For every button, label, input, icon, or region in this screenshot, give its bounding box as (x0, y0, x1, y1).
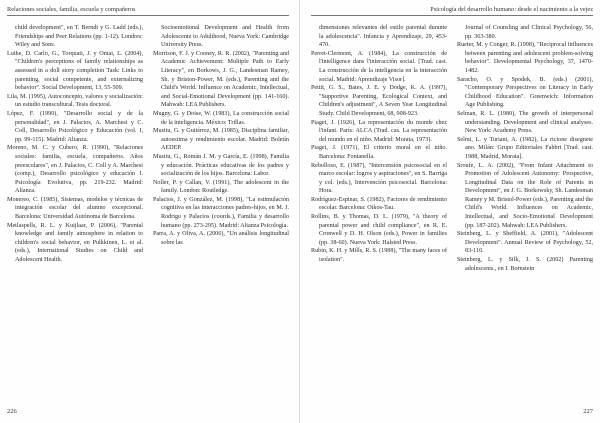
reference-entry: Lila, M. (1995), Autoconcepto, valores y socialización: un estudio transcultural. Tesis doctoral. (7, 93, 143, 109)
running-head-right: Psicología del desarrollo humano: desde el nacimiento a la vejez (430, 6, 593, 13)
left-column-1 (7, 24, 143, 265)
reference-entry: Piaget, J. (1926), La representación du monde chez l'infant. París: ALCA (Trad. cas. La representación del mundo en el niño. Madrid: Morata, 1973). (311, 119, 447, 143)
page-number-left: 226 (7, 408, 17, 415)
page-number-right: 227 (583, 408, 593, 415)
left-page-columns (7, 24, 289, 265)
right-page-columns (311, 24, 593, 273)
reference-entry: Palacios, J. y González, M. (1998), "La estimulación cognitiva en las interacciones padres-hijos, en M. J. Rodrigo y Palacios (coords.), Familia y desarrollo humano (pp. 273-295). Madrid: Alianza Psicología. (153, 196, 289, 229)
running-head-left: Relaciones sociales, familia, escuela y compañeros (7, 6, 136, 13)
left-column-2 (153, 24, 289, 265)
reference-entry: Parra, A. y Oliva, A. (2006), "Un análisis longitudinal sobre las (153, 231, 289, 246)
header-rule (311, 15, 593, 16)
reference-entry: Selman, R. L. (1980), The growth of interpersonal understanding. Development and clinical analyses. New York: Academy Press. (457, 110, 593, 135)
reference-entry: Morrison, F. J. y Cooney, R. R. (2002), "Parenting and Academic Achievement: Multiple Path to Early Literacy", en Borkows, J. G., Landesman Ramey, Sh. y Briston-Power, M. (eds.), Parenting and the Child's World. Influence on Academic, Intellectual, and Social-Emotional Development (pp. 141-160). Mahwah: LEA Publishers. (153, 50, 289, 109)
reference-entry: Musitu, G. y Gutiérrez, M. (1985), Disciplina familiar, autoestima y rendimiento escolar. Madrid: Boletín AEDEP. (153, 128, 289, 152)
reference-entry: Mugny, G. y Doise, W. (1983), La construcción social de la inteligencia. México: Trillas. (153, 110, 289, 126)
reference-entry: Metlaspells, R. L. y Kuijlaar, P. (2006), "Parental knowledge and family atmosphere in relation to children's social behavior, en Pulkkinen, L. et al. (eds.), International Studies on Child and Adolescent Health. (7, 222, 143, 264)
reference-entry: Steinberg, L. y Silk, J. S. (2002) Parenting adolescents., en I. Bornstein (457, 257, 593, 272)
reference-entry: Journal of Counsling and Clinical Psychology, 56, pp. 363-380. (465, 25, 593, 40)
reference-entry: Socioemotional Development and Health from Adolescente to Adulthood, Nueva York: Cambridge University Press. (161, 25, 289, 49)
reference-entry: child development", en T. Berndt y G. Ladd (eds.), Friendships and Peer Relations (pp. 1-12). Londres: Wiley and Sons. (15, 25, 143, 49)
reference-entry: Musitu, G., Román J. M. y García, E. (1998), Familia y educación. Prácticas educativas de los padres y socialización de los hijos. Barcelona: Labor. (153, 153, 289, 178)
reference-entry: Rubin, K. H. y Mills, R. S. (1988), "The many faces of isolation". (311, 248, 447, 264)
header-rule (7, 15, 289, 16)
right-page (300, 0, 600, 423)
reference-entry: Steinberg, L. y Sheffield, A. (2001), "Adolescent Development". Annual Review of Psychology, 52, 83-110. (457, 231, 593, 255)
reference-entry: Perret-Clermont, A. (1984), La construcción de l'intelligence dans l'interacción social. [Trad. cast. La construcción de la inteligencia en la interacción social. Madrid: Aprendizaje Visor]. (311, 50, 447, 83)
reference-entry: Noller, P. y Callan, V. (1991), The adolescent in the family. London: Routledge. (153, 179, 289, 195)
reference-entry: López, F. (1990), "Desarrollo social y de la personalidad", en J. Palacios, A. Marchesi y C. Coll, Desarrollo Psicológico y Educación (vol. I, pp. 99-115). Madrid: Alianza. (7, 110, 143, 143)
reference-entry: Rollins, B. y Thomas, D. L. (1979), "A theory of parental power and child compliance", en R. E. Cronwell y D. H. Olson (eds.), Power in families (pp. 38-60). Nueva York: Halsted Press. (311, 214, 447, 246)
reference-entry: Monereo, C. (1985), Sistemas, modelos y técnicas de integración escolar del alumno excepcional. Barcelona: Universidad Autónoma de Barcelona. (7, 196, 143, 221)
reference-entry: Rebolloso, E. (1987), "Intercensión psicosocial en el marco escolar: logros y aspiraciones", en S. Barriga y col. (eds.), Intervención psicosocial. Barcelona: Hora. (311, 162, 447, 195)
reference-entry: Saracho, O. y Spodek, B. (eds.) (2001), "Contemporary Perspectives on Literacy in Early Childhood Education". Greenwich: Information Age Publishing. (457, 76, 593, 109)
reference-entry: dimensiones relevantes del estilo parental durante la adolescencia". Infancia y Aprendizaje, 29, 453-470. (319, 25, 447, 49)
reference-entry: Piaget, J. (1971), El criterio moral en el niño. Barcelona: Fontanella. (311, 145, 447, 160)
reference-entry: Sroufe, L. A. (2002), "From Infant Attachment to Promotion of Adolescent Autonomy: Prospective, Longitudinal Data on the Role of Parents in Development", en J. G. Borkowsky, Sh. Landesman Ramey y M. Bristol-Power (eds.), Parenting and the Child's World. Influences on Academic, Intellectual, and Socio-Emotional Development (pp. 187-202). Mahwah: LEA Publishers. (457, 162, 593, 229)
reference-entry: Rodríguez-Espinar, S. (1982), Factores de rendimiento escolar. Barcelona: Oikos-Tau. (311, 196, 447, 212)
reference-entry: Moreno, M. C. y Cubero, R. (1990), "Relaciones sociales: familia, escuela, compañeros. Años preescolares", en J. Palacios, C. Coll y A. Marchesi (comp.), Desarrollo psicológico y educación I. Psicología Evolutiva, pp. 219-232. Madrid: Alianza. (7, 145, 143, 195)
reference-entry: Pettit, G. S., Bates, J. E. y Dodge, K. A. (1997), "Supportive Parenting, Ecological Context, and Children's adjustment", A Seven Year Longitudinal Study. Child Development, 68, 908-923. (311, 85, 447, 117)
reference-entry: Selmi, L. y Turiani, A. (1982), La ricione disegnete ano. Milán: Grupo Editoriales Fabbri [Trad. cast. 1988, Madrid, Morata]. (457, 136, 593, 160)
reference-entry: Rueter, M. y Conger, R. (1998), "Reciprocal influences between parenting and adolescent problem-solving behavior". Developmental Psychology, 37, 1470-1482. (457, 42, 593, 74)
right-column-2 (457, 24, 593, 273)
right-column-1 (311, 24, 447, 273)
reference-entry: Luthe, D. Carlo, G., Torquati, J. y Ontai, L. (2004), "Children's perceptions of family relationships as assessed in a doll story completion Task: Links to parenting, social competente, and externalizing behavior". Social Development, 13, 55-509. (7, 50, 143, 92)
